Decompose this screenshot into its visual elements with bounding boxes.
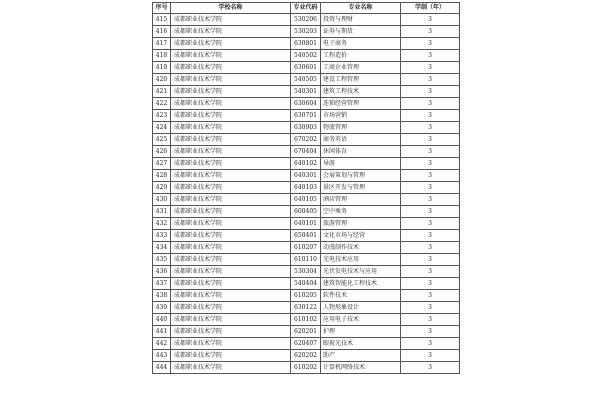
row-index: 417 — [153, 38, 171, 50]
table-row — [153, 146, 460, 158]
row-major-code: 640301 — [291, 170, 321, 182]
header-school: 学校名称 — [171, 3, 291, 14]
row-major-name: 建筑工程技术 — [321, 86, 401, 98]
table-row — [153, 26, 460, 38]
row-major-code: 640102 — [291, 158, 321, 170]
row-major-name: 动漫制作技术 — [321, 242, 401, 254]
row-duration: 3 — [401, 158, 460, 170]
row-index: 429 — [153, 182, 171, 194]
row-duration: 3 — [401, 350, 460, 362]
row-major-name: 护理 — [321, 326, 401, 338]
row-duration: 3 — [401, 266, 460, 278]
row-school: 成都职业技术学院 — [171, 230, 291, 242]
row-major-code: 610207 — [291, 242, 321, 254]
row-major-code: 600405 — [291, 206, 321, 218]
row-school: 成都职业技术学院 — [171, 302, 291, 314]
row-major-code: 540502 — [291, 50, 321, 62]
row-major-code: 530203 — [291, 26, 321, 38]
row-duration: 3 — [401, 278, 460, 290]
row-duration: 3 — [401, 134, 460, 146]
programs-table — [152, 2, 460, 374]
row-major-name: 工程造价 — [321, 50, 401, 62]
table-row — [153, 134, 460, 146]
row-major-code: 610110 — [291, 254, 321, 266]
table-row — [153, 326, 460, 338]
row-index: 440 — [153, 314, 171, 326]
row-duration: 3 — [401, 218, 460, 230]
row-school: 成都职业技术学院 — [171, 218, 291, 230]
row-school: 成都职业技术学院 — [171, 158, 291, 170]
row-duration: 3 — [401, 122, 460, 134]
row-major-name: 建筑智能化工程技术 — [321, 278, 401, 290]
table-row — [153, 62, 460, 74]
row-major-name: 酒店管理 — [321, 194, 401, 206]
row-duration: 3 — [401, 302, 460, 314]
row-school: 成都职业技术学院 — [171, 98, 291, 110]
row-index: 423 — [153, 110, 171, 122]
row-major-code: 620202 — [291, 350, 321, 362]
row-duration: 3 — [401, 98, 460, 110]
row-duration: 3 — [401, 62, 460, 74]
row-index: 427 — [153, 158, 171, 170]
row-duration: 3 — [401, 206, 460, 218]
table-row — [153, 158, 460, 170]
row-major-name: 市场营销 — [321, 110, 401, 122]
row-major-name: 人物形象设计 — [321, 302, 401, 314]
table-row — [153, 254, 460, 266]
table-row — [153, 218, 460, 230]
row-major-code: 640103 — [291, 182, 321, 194]
row-duration: 3 — [401, 242, 460, 254]
row-major-code: 640101 — [291, 218, 321, 230]
row-major-name: 导游 — [321, 158, 401, 170]
row-major-code: 610205 — [291, 290, 321, 302]
table-row — [153, 314, 460, 326]
table-row — [153, 182, 460, 194]
row-major-name: 商务英语 — [321, 134, 401, 146]
row-school: 成都职业技术学院 — [171, 254, 291, 266]
row-index: 419 — [153, 62, 171, 74]
row-major-code: 620407 — [291, 338, 321, 350]
row-major-name: 光伏发电技术与应用 — [321, 266, 401, 278]
table-row — [153, 50, 460, 62]
header-index: 序号 — [153, 3, 171, 14]
row-school: 成都职业技术学院 — [171, 170, 291, 182]
row-duration: 3 — [401, 146, 460, 158]
header-major-name: 专业名称 — [321, 3, 401, 14]
row-index: 420 — [153, 74, 171, 86]
table-row — [153, 362, 460, 374]
row-duration: 3 — [401, 290, 460, 302]
row-major-code: 630701 — [291, 110, 321, 122]
row-duration: 3 — [401, 74, 460, 86]
row-duration: 3 — [401, 110, 460, 122]
row-duration: 3 — [401, 230, 460, 242]
row-school: 成都职业技术学院 — [171, 38, 291, 50]
header-row — [153, 3, 460, 14]
row-major-code: 540404 — [291, 278, 321, 290]
row-major-name: 投资与理财 — [321, 14, 401, 26]
row-index: 424 — [153, 122, 171, 134]
row-duration: 3 — [401, 326, 460, 338]
row-major-code: 630122 — [291, 302, 321, 314]
row-major-code: 630604 — [291, 98, 321, 110]
row-index: 416 — [153, 26, 171, 38]
row-school: 成都职业技术学院 — [171, 14, 291, 26]
table-row — [153, 170, 460, 182]
table-row — [153, 338, 460, 350]
row-school: 成都职业技术学院 — [171, 350, 291, 362]
row-school: 成都职业技术学院 — [171, 362, 291, 374]
row-school: 成都职业技术学院 — [171, 86, 291, 98]
row-major-name: 证券与期货 — [321, 26, 401, 38]
row-index: 422 — [153, 98, 171, 110]
row-major-code: 610102 — [291, 314, 321, 326]
row-school: 成都职业技术学院 — [171, 242, 291, 254]
row-duration: 3 — [401, 86, 460, 98]
row-major-code: 610202 — [291, 362, 321, 374]
row-index: 428 — [153, 170, 171, 182]
row-school: 成都职业技术学院 — [171, 74, 291, 86]
row-index: 433 — [153, 230, 171, 242]
row-major-name: 眼视光技术 — [321, 338, 401, 350]
row-school: 成都职业技术学院 — [171, 266, 291, 278]
row-index: 425 — [153, 134, 171, 146]
row-school: 成都职业技术学院 — [171, 338, 291, 350]
row-index: 434 — [153, 242, 171, 254]
row-school: 成都职业技术学院 — [171, 314, 291, 326]
row-duration: 3 — [401, 38, 460, 50]
row-major-name: 助产 — [321, 350, 401, 362]
table-row — [153, 266, 460, 278]
row-school: 成都职业技术学院 — [171, 206, 291, 218]
row-school: 成都职业技术学院 — [171, 290, 291, 302]
row-school: 成都职业技术学院 — [171, 278, 291, 290]
row-index: 415 — [153, 14, 171, 26]
row-major-name: 软件技术 — [321, 290, 401, 302]
row-major-code: 640105 — [291, 194, 321, 206]
row-major-name: 空中乘务 — [321, 206, 401, 218]
row-index: 439 — [153, 302, 171, 314]
row-major-name: 物流管理 — [321, 122, 401, 134]
header-major-code: 专业代码 — [291, 3, 321, 14]
row-school: 成都职业技术学院 — [171, 134, 291, 146]
row-major-name: 光电技术应用 — [321, 254, 401, 266]
row-major-code: 530206 — [291, 14, 321, 26]
row-index: 438 — [153, 290, 171, 302]
row-duration: 3 — [401, 182, 460, 194]
row-major-code: 620201 — [291, 326, 321, 338]
row-school: 成都职业技术学院 — [171, 26, 291, 38]
row-duration: 3 — [401, 194, 460, 206]
row-duration: 3 — [401, 26, 460, 38]
row-major-name: 休闲体育 — [321, 146, 401, 158]
table-row — [153, 14, 460, 26]
row-major-name: 会展策划与管理 — [321, 170, 401, 182]
row-index: 441 — [153, 326, 171, 338]
row-index: 437 — [153, 278, 171, 290]
row-school: 成都职业技术学院 — [171, 110, 291, 122]
row-duration: 3 — [401, 50, 460, 62]
table-row — [153, 86, 460, 98]
row-major-name: 电子商务 — [321, 38, 401, 50]
row-index: 444 — [153, 362, 171, 374]
row-school: 成都职业技术学院 — [171, 182, 291, 194]
row-major-code: 530304 — [291, 266, 321, 278]
table-row — [153, 302, 460, 314]
row-major-code: 630801 — [291, 38, 321, 50]
row-major-name: 应用电子技术 — [321, 314, 401, 326]
row-index: 431 — [153, 206, 171, 218]
row-school: 成都职业技术学院 — [171, 146, 291, 158]
row-duration: 3 — [401, 314, 460, 326]
row-duration: 3 — [401, 362, 460, 374]
row-index: 418 — [153, 50, 171, 62]
row-major-code: 670202 — [291, 134, 321, 146]
row-school: 成都职业技术学院 — [171, 50, 291, 62]
header-duration: 学制（年） — [401, 3, 460, 14]
row-school: 成都职业技术学院 — [171, 194, 291, 206]
row-duration: 3 — [401, 170, 460, 182]
table-row — [153, 110, 460, 122]
row-index: 436 — [153, 266, 171, 278]
row-major-name: 景区开发与管理 — [321, 182, 401, 194]
row-major-code: 540505 — [291, 74, 321, 86]
row-major-name: 连锁经营管理 — [321, 98, 401, 110]
row-major-name: 计算机网络技术 — [321, 362, 401, 374]
table-row — [153, 194, 460, 206]
row-index: 443 — [153, 350, 171, 362]
table-row — [153, 230, 460, 242]
row-school: 成都职业技术学院 — [171, 62, 291, 74]
row-index: 430 — [153, 194, 171, 206]
row-index: 435 — [153, 254, 171, 266]
row-index: 426 — [153, 146, 171, 158]
table-row — [153, 290, 460, 302]
row-school: 成都职业技术学院 — [171, 122, 291, 134]
table-row — [153, 278, 460, 290]
row-duration: 3 — [401, 254, 460, 266]
row-major-name: 文化市场与经营 — [321, 230, 401, 242]
row-major-code: 650401 — [291, 230, 321, 242]
table-row — [153, 350, 460, 362]
row-major-code: 540301 — [291, 86, 321, 98]
row-duration: 3 — [401, 338, 460, 350]
row-duration: 3 — [401, 14, 460, 26]
row-index: 421 — [153, 86, 171, 98]
row-school: 成都职业技术学院 — [171, 326, 291, 338]
table-row — [153, 38, 460, 50]
table-row — [153, 122, 460, 134]
row-major-name: 工商企业管理 — [321, 62, 401, 74]
row-major-name: 建设工程管理 — [321, 74, 401, 86]
table-row — [153, 74, 460, 86]
row-index: 442 — [153, 338, 171, 350]
row-major-code: 670404 — [291, 146, 321, 158]
row-major-name: 旅游管理 — [321, 218, 401, 230]
table-row — [153, 242, 460, 254]
row-major-code: 630903 — [291, 122, 321, 134]
table-row — [153, 98, 460, 110]
table-row — [153, 206, 460, 218]
row-index: 432 — [153, 218, 171, 230]
row-major-code: 630601 — [291, 62, 321, 74]
